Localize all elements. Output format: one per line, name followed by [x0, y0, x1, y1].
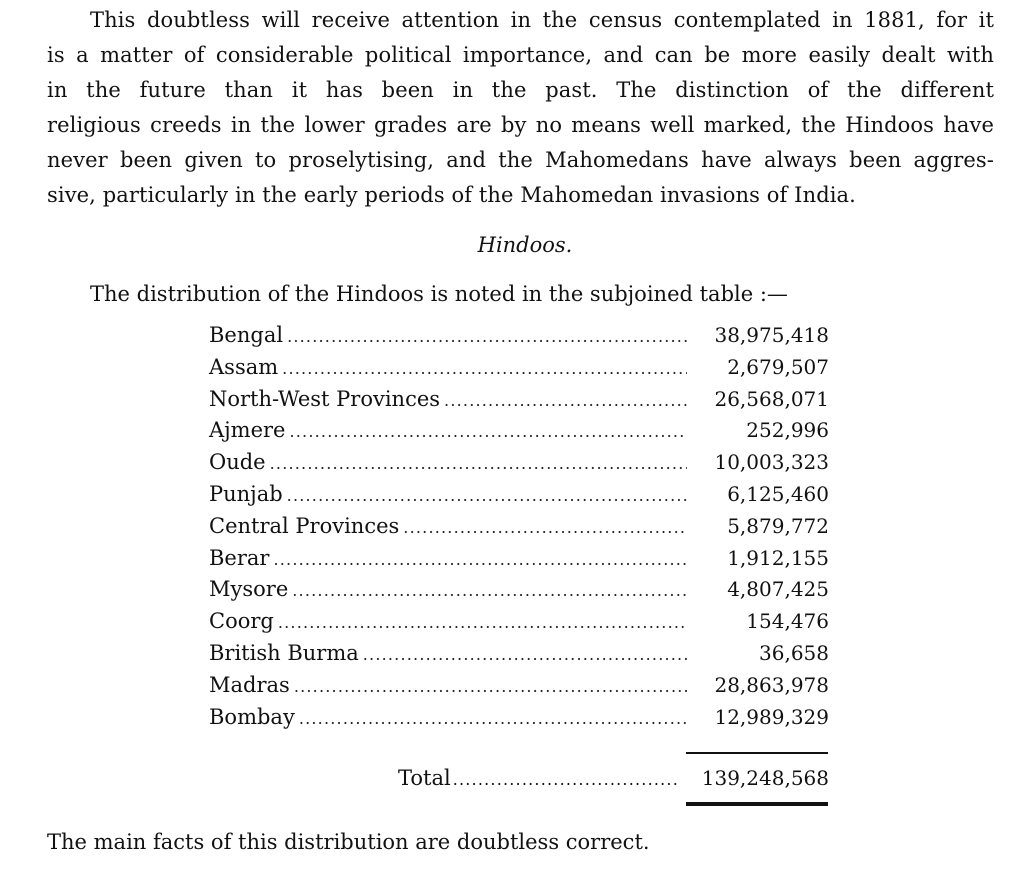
- paragraph-line-2: is a matter of considerable political importance, and can be more easily dealt with: [47, 43, 994, 67]
- table-row: [209, 670, 829, 702]
- row-value: 252,996: [746, 418, 829, 443]
- dot-leader: [270, 448, 687, 480]
- row-name: Assam: [209, 352, 280, 384]
- dot-leader: [282, 353, 687, 385]
- sum-rule: [686, 752, 828, 754]
- row-name: Mysore: [209, 574, 290, 606]
- table-row: [209, 320, 829, 352]
- row-value: 154,476: [746, 609, 829, 634]
- table-row: [209, 352, 829, 384]
- total-double-rule: [686, 802, 828, 806]
- paragraph-line-5: never been given to proselytising, and the Mahomedans have always been aggres-: [47, 148, 994, 172]
- dot-leader: [444, 385, 687, 417]
- row-value: 26,568,071: [714, 386, 829, 411]
- total-row: [398, 762, 829, 796]
- total-value: 139,248,568: [701, 766, 829, 790]
- dot-leader: [278, 607, 687, 639]
- intro-text: The distribution of the Hindoos is noted in the subjoined table :—: [90, 282, 788, 306]
- dot-leader: [292, 575, 687, 607]
- paragraph-line-1: This doubtless will receive attention in the census contemplated in 1881, for it: [90, 8, 994, 32]
- distribution-table: [209, 320, 829, 733]
- dot-leader: [287, 480, 687, 512]
- total-label: Total: [398, 766, 451, 790]
- row-name: Punjab: [209, 479, 285, 511]
- table-row: [209, 574, 829, 606]
- dot-leader: [453, 764, 677, 796]
- row-value: 36,658: [759, 640, 829, 665]
- row-name: British Burma: [209, 638, 361, 670]
- row-value: 12,989,329: [714, 704, 829, 729]
- table-row: [209, 415, 829, 447]
- row-value: 1,912,155: [727, 545, 829, 570]
- row-name: Bombay: [209, 702, 297, 734]
- row-name: Berar: [209, 543, 271, 575]
- section-heading: Hindoos.: [477, 233, 573, 257]
- dot-leader: [363, 639, 687, 671]
- dot-leader: [273, 544, 687, 576]
- table-row: [209, 638, 829, 670]
- dot-leader: [287, 321, 687, 353]
- row-name: North-West Provinces: [209, 384, 442, 416]
- closing-text: The main facts of this distribution are doubtless correct.: [47, 830, 650, 854]
- table-row: [209, 447, 829, 479]
- dot-leader: [299, 703, 687, 735]
- row-value: 10,003,323: [714, 450, 829, 475]
- dot-leader: [289, 416, 687, 448]
- dot-leader: [294, 671, 687, 703]
- table-row: [209, 702, 829, 734]
- table-row: [209, 543, 829, 575]
- row-name: Oude: [209, 447, 268, 479]
- row-name: Bengal: [209, 320, 285, 352]
- paragraph-line-6: sive, particularly in the early periods of the Mahomedan invasions of India.: [47, 183, 856, 207]
- table-row: [209, 384, 829, 416]
- row-value: 38,975,418: [714, 323, 829, 347]
- table-row: [209, 606, 829, 638]
- table-row: [209, 511, 829, 543]
- row-value: 4,807,425: [727, 577, 829, 602]
- dot-leader: [403, 512, 687, 544]
- paragraph-line-4: religious creeds in the lower grades are by no means well marked, the Hindoos have: [47, 113, 994, 137]
- table-row: [209, 479, 829, 511]
- row-name: Coorg: [209, 606, 276, 638]
- row-name: Madras: [209, 670, 292, 702]
- paragraph-line-3: in the future than it has been in the past. The distinction of the different: [47, 78, 994, 102]
- row-name: Ajmere: [209, 415, 287, 447]
- row-value: 2,679,507: [727, 354, 829, 379]
- row-value: 28,863,978: [714, 672, 829, 697]
- row-value: 5,879,772: [727, 513, 829, 538]
- row-name: Central Provinces: [209, 511, 401, 543]
- row-value: 6,125,460: [727, 481, 829, 506]
